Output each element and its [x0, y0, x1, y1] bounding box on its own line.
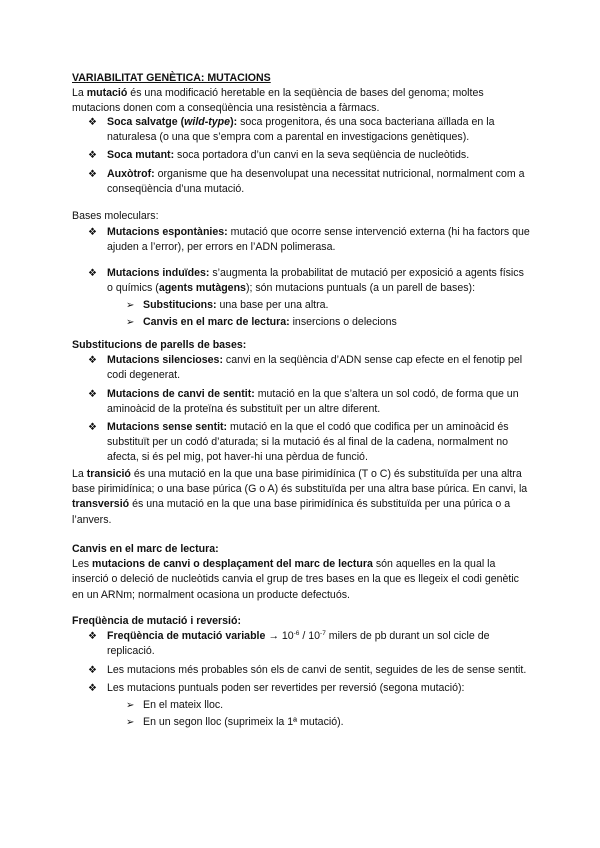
list-item: ❖ Mutacions silencioses: canvi en la seqüència d’ADN sense cap efecte en el fenotip pel codi degenerat. [88, 354, 523, 382]
list-item: ❖ Mutacions de canvi de sentit: mutació en la que s’altera un sol codó, de forma que un aminoàcid de la proteïna és substituït per un altre diferent. [88, 387, 519, 415]
term-mutacio: mutació [86, 87, 128, 100]
sub-list-item: ➢ En el mateix lloc. [72, 698, 530, 713]
intro-section [72, 71, 530, 117]
list-item: ❖ Mutacions espontànies: mutació que ocorre sense intervenció externa (hi ha factors que ajuden a l’error), per errors en l’ADN polimerasa. [88, 226, 530, 254]
frequencia-section [72, 614, 530, 730]
list-item: ❖ Auxòtrof: organisme que ha desenvolupat una necessitat nutricional, normalment com a conseqüència d’una mutació. [88, 167, 525, 195]
sub-list-item: ➢ En un segon lloc (suprimeix la 1ª mutació). [72, 715, 530, 730]
list-item: ❖ Les mutacions més probables són els de canvi de sentit, seguides de les de sense sentit. [72, 663, 530, 678]
list-item: ❖ Les mutacions puntuals poden ser revertides per reversió (segona mutació): [72, 681, 530, 696]
diamond-bullet-icon: ❖ [88, 422, 97, 434]
section-heading: Canvis en el marc de lectura: [72, 543, 219, 555]
arrow-bullet-icon: ➢ [126, 317, 135, 329]
substitucions-section [72, 338, 530, 466]
arrow-bullet-icon: ➢ [126, 300, 135, 312]
diamond-bullet-icon: ❖ [88, 355, 97, 367]
canvis-marc-section [72, 542, 530, 603]
section-heading: Freqüència de mutació i reversió: [72, 615, 241, 627]
diamond-bullet-icon: ❖ [88, 150, 97, 162]
list-item: ❖ Freqüència de mutació variable → $10^{-6} / 10^{-7}$ milers de pb durant un sol cicle de replicació. [88, 630, 490, 658]
diamond-bullet-icon: ❖ [88, 227, 97, 239]
intro-list [72, 115, 530, 197]
canvis-marc-paragraph: Les mutacions de canvi o desplaçament del marc de lectura són aquelles en la qual la inserció o deleció de nucleòtids canvia el grup de tres bases en la que es llegeix el codi genètic en un ARNm; normalment ocasiona un producte defectuós. [72, 558, 519, 601]
diamond-bullet-icon: ❖ [88, 631, 97, 643]
list-item: ❖ Soca salvatge (wild-type): soca progenitora, és una soca bacteriana aïllada en la naturalesa (o una que s’empra com a parental en investigacions genètiques). [88, 116, 495, 144]
sub-list-item: ➢ Canvis en el marc de lectura: insercions o delecions [72, 315, 530, 330]
transicio-paragraph: La transició és una mutació en la que una base pirimidínica (T o C) és substituïda per una altra base pirimidínica; o una base púrica (G o A) és substituïda per una altra base púrica. En canvi, la transversió és una mutació en la que una base pirimidínica és substituïda per una púrica o a l’anvers. [72, 468, 528, 526]
diamond-bullet-icon: ❖ [88, 168, 97, 180]
arrow-bullet-icon: ➢ [126, 717, 135, 729]
list-item: ❖ Mutacions sense sentit: mutació en la que el codó que codifica per un aminoàcid és substituït per un codó d’aturada; si la mutació és al final de la cadena, normalment no afecta, si és pel mig, pot haver-hi una pèrdua de funció. [88, 421, 509, 464]
diamond-bullet-icon: ❖ [88, 388, 97, 400]
section-heading: Bases moleculars: [72, 210, 159, 222]
sub-list-item: ➢ Substitucions: una base per una altra. [72, 298, 530, 313]
page-title: VARIABILITAT GENÈTICA: MUTACIONS [72, 72, 271, 84]
diamond-bullet-icon: ❖ [88, 117, 97, 128]
list-item: ❖ Soca mutant: soca portadora d’un canvi en la seva seqüència de nucleòtids. [72, 148, 530, 163]
bases-moleculars-section [72, 209, 530, 330]
list-item: ❖ Mutacions induïdes: s’augmenta la probabilitat de mutació per exposició a agents físics o químics (agents mutàgens); són mutacions puntuals (a un parell de bases): [88, 266, 524, 294]
diamond-bullet-icon: ❖ [88, 682, 97, 694]
intro-paragraph: La mutació és una modificació heretable en la seqüència de bases del genoma; moltes mutacions donen com a conseqüència una resistència a fàrmacs. [72, 87, 484, 115]
diamond-bullet-icon: ❖ [88, 267, 97, 279]
diamond-bullet-icon: ❖ [88, 664, 97, 676]
arrow-bullet-icon: ➢ [126, 700, 135, 712]
section-heading: Substitucions de parells de bases: [72, 339, 247, 351]
